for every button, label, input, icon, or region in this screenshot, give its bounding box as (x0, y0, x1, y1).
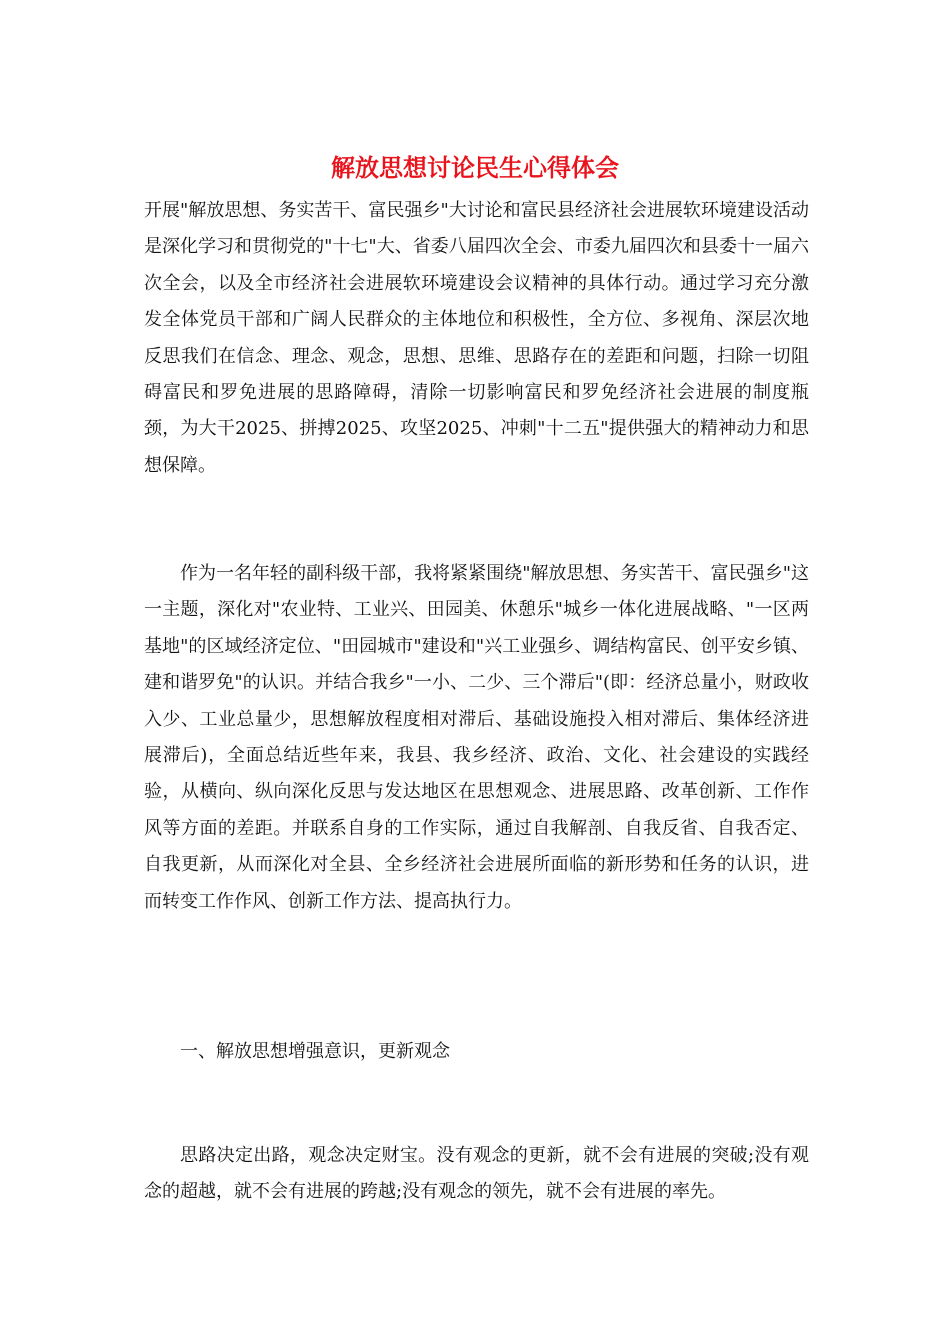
paragraph-intro: 开展"解放思想、务实苦干、富民强乡"大讨论和富民县经济社会进展软环境建设活动是深化学习和贯彻党的"十七"大、省委八届四次全会、市委九届四次和县委十一届六次全会，以及全市经济社会进展软环境建设会议精神的具体行动。通过学习充分激发全体党员干部和广阔人民群众的主体地位和积极性，全方位、多视角、深层次地反思我们在信念、理念、观念，思想、思维、思路存在的差距和问题，扫除一切阻碍富民和罗免进展的思路障碍，清除一切影响富民和罗免经济社会进展的制度瓶颈，为大干2025、拼搏2025、攻坚2025、冲刺"十二五"提供强大的精神动力和思想保障。 (144, 200, 809, 476)
section-heading-1: 一、解放思想增强意识，更新观念 (180, 1041, 450, 1062)
document-title: 解放思想讨论民生心得体会 (331, 154, 619, 182)
paragraph-personal-commitment: 作为一名年轻的副科级干部，我将紧紧围绕"解放思想、务实苦干、富民强乡"这一主题，深化对"农业特、工业兴、田园美、休憩乐"城乡一体化进展战略、"一区两基地"的区域经济定位、"田园城市"建设和"兴工业强乡、调结构富民、创平安乡镇、建和谐罗免"的认识。并结合我乡"一小、二少、三个滞后"(即：经济总量小，财政收入少、工业总量少，思想解放程度相对滞后、基础设施投入相对滞后、集体经济进展滞后)，全面总结近些年来，我县、我乡经济、政治、文化、社会建设的实践经验，从横向、纵向深化反思与发达地区在思想观念、进展思路、改革创新、工作作风等方面的差距。并联系自身的工作实际，通过自我解剖、自我反省、自我否定、自我更新，从而深化对全县、全乡经济社会进展所面临的新形势和任务的认识，进而转变工作作风、创新工作方法、提高执行力。 (144, 563, 809, 912)
paragraph-section-1: 思路决定出路，观念决定财宝。没有观念的更新，就不会有进展的突破;没有观念的超越，就不会有进展的跨越;没有观念的领先，就不会有进展的率先。 (144, 1145, 809, 1203)
